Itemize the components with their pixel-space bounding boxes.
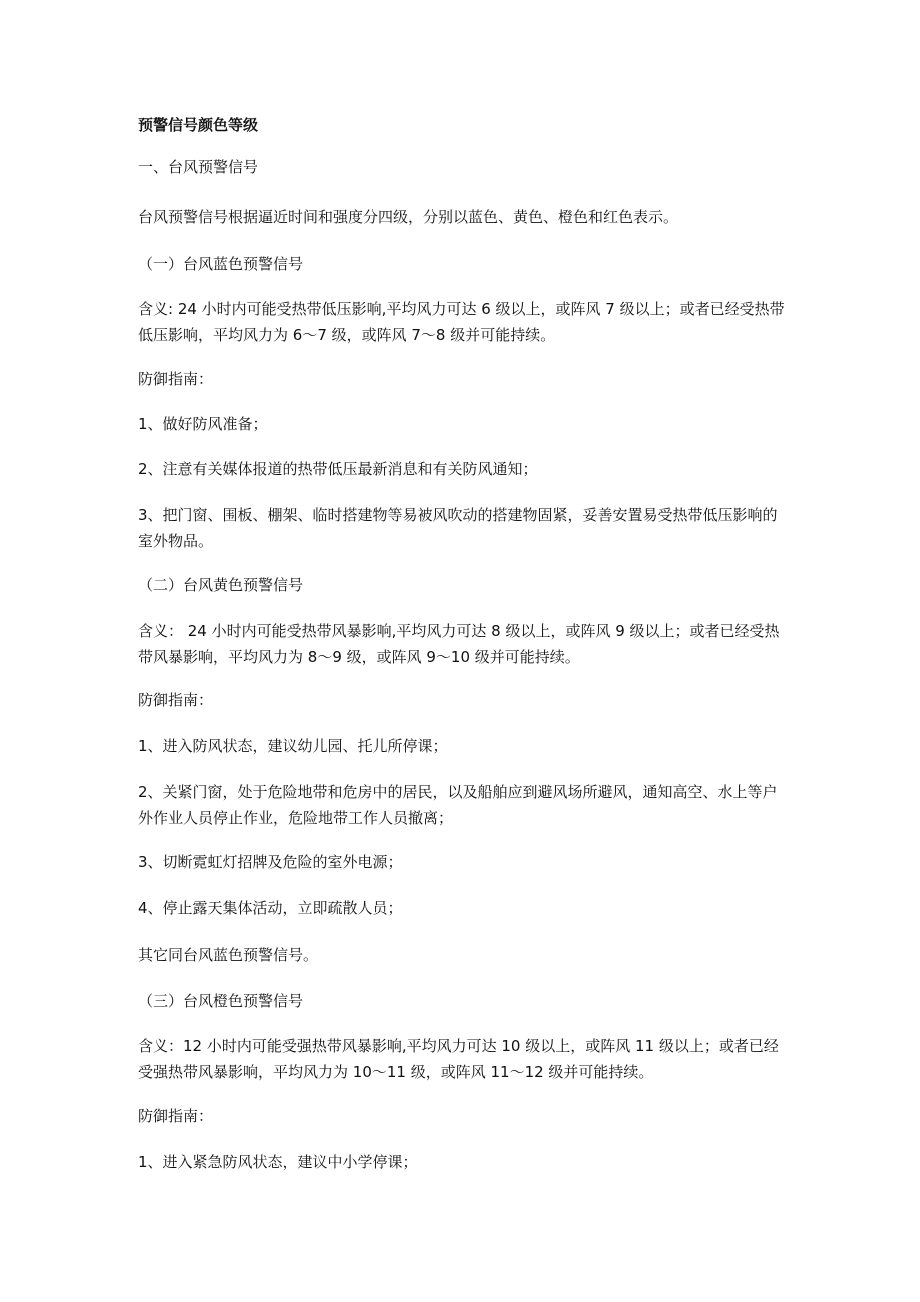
paragraph: 含义: 24 小时内可能受热带低压影响,平均风力可达 6 级以上，或阵风 7 级以上；或者已经受热带低压影响，平均风力为 6～7 级，或阵风 7～8 级并可能持续。 (138, 300, 785, 344)
paragraph: 其它同台风蓝色预警信号。 (138, 946, 319, 964)
list-item: 3、把门窗、围板、棚架、临时搭建物等易被风吹动的搭建物固紧，妥善安置易受热带低压影响的室外物品。 (138, 506, 778, 550)
section-heading: 一、台风预警信号 (138, 158, 259, 176)
paragraph: 防御指南： (138, 691, 214, 709)
list-item: 1、进入紧急防风状态，建议中小学停课； (138, 1153, 418, 1171)
paragraph: 防御指南： (138, 1107, 214, 1125)
subsection-heading: （二）台风黄色预警信号 (138, 576, 304, 594)
list-item: 3、切断霓虹灯招牌及危险的室外电源； (138, 853, 403, 871)
subsection-heading: （一）台风蓝色预警信号 (138, 255, 304, 273)
list-item: 2、注意有关媒体报道的热带低压最新消息和有关防风通知； (138, 460, 538, 478)
paragraph: 防御指南： (138, 370, 214, 388)
paragraph: 含义：12 小时内可能受强热带风暴影响,平均风力可达 10 级以上，或阵风 11 级以上；或者已经受强热带风暴影响，平均风力为 10～11 级，或阵风 11～12 级并可能持续。 (138, 1037, 779, 1081)
subsection-heading: （三）台风橙色预警信号 (138, 992, 304, 1010)
paragraph: 含义： 24 小时内可能受热带风暴影响,平均风力可达 8 级以上，或阵风 9 级以上；或者已经受热带风暴影响，平均风力为 8～9 级，或阵风 9～10 级并可能持续。 (138, 622, 780, 666)
list-item: 1、做好防风准备； (138, 415, 268, 433)
document-title: 预警信号颜色等级 (138, 116, 259, 134)
list-item: 2、关紧门窗，处于危险地带和危房中的居民，以及船舶应到避风场所避风，通知高空、水上等户外作业人员停止作业，危险地带工作人员撤离； (138, 783, 778, 827)
paragraph: 台风预警信号根据逼近时间和强度分四级，分别以蓝色、黄色、橙色和红色表示。 (138, 208, 679, 226)
list-item: 4、停止露天集体活动，立即疏散人员； (138, 899, 403, 917)
list-item: 1、进入防风状态，建议幼儿园、托儿所停课； (138, 737, 448, 755)
